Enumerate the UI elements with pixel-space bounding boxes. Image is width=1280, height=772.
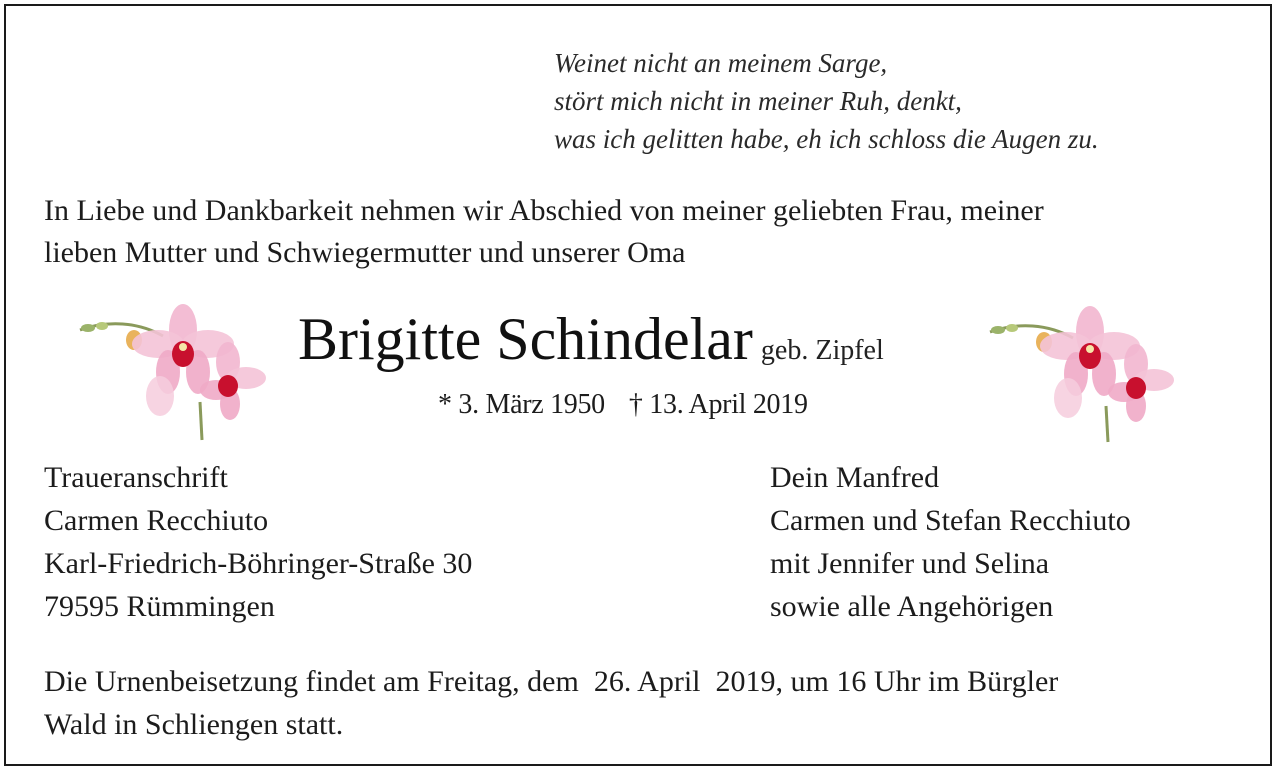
- funeral-info: [44, 660, 1244, 746]
- orchid-icon: [978, 294, 1178, 444]
- birth-date: * 3. März 1950: [438, 389, 605, 420]
- intro-line: lieben Mutter und Schwiegermutter und unserer Oma: [44, 236, 686, 269]
- mourners-list: [770, 456, 1131, 628]
- poem: [554, 44, 1099, 158]
- obituary-notice: [4, 4, 1272, 766]
- poem-line: was ich gelitten habe, eh ich schloss die Augen zu.: [554, 124, 1099, 154]
- life-dates: [438, 388, 808, 422]
- address-street: Karl-Friedrich-Böhringer-Straße 30: [44, 547, 473, 580]
- mourning-address: [44, 456, 472, 628]
- mourner-line: Dein Manfred: [770, 461, 940, 494]
- orchid-icon: [68, 292, 268, 442]
- intro-line: In Liebe und Dankbarkeit nehmen wir Abschied von meiner geliebten Frau, meiner: [44, 194, 1044, 227]
- intro-text: [44, 190, 1244, 274]
- death-date: † 13. April 2019: [628, 389, 808, 420]
- mourner-line: sowie alle Angehörigen: [770, 590, 1054, 623]
- poem-line: stört mich nicht in meiner Ruh, denkt,: [554, 86, 962, 116]
- address-heading: Traueranschrift: [44, 461, 228, 494]
- deceased-name-block: [298, 304, 884, 374]
- mourner-line: mit Jennifer und Selina: [770, 547, 1050, 580]
- funeral-line: Die Urnenbeisetzung findet am Freitag, dem 26. April 2019, um 16 Uhr im Bürgler: [44, 665, 1059, 698]
- address-city: 79595 Rümmingen: [44, 590, 275, 623]
- poem-line: Weinet nicht an meinem Sarge,: [554, 48, 888, 78]
- funeral-line: Wald in Schliengen statt.: [44, 708, 344, 741]
- mourner-line: Carmen und Stefan Recchiuto: [770, 504, 1131, 537]
- maiden-name: geb. Zipfel: [760, 335, 884, 366]
- address-name: Carmen Recchiuto: [44, 504, 269, 537]
- deceased-name: Brigitte Schindelar: [298, 306, 753, 372]
